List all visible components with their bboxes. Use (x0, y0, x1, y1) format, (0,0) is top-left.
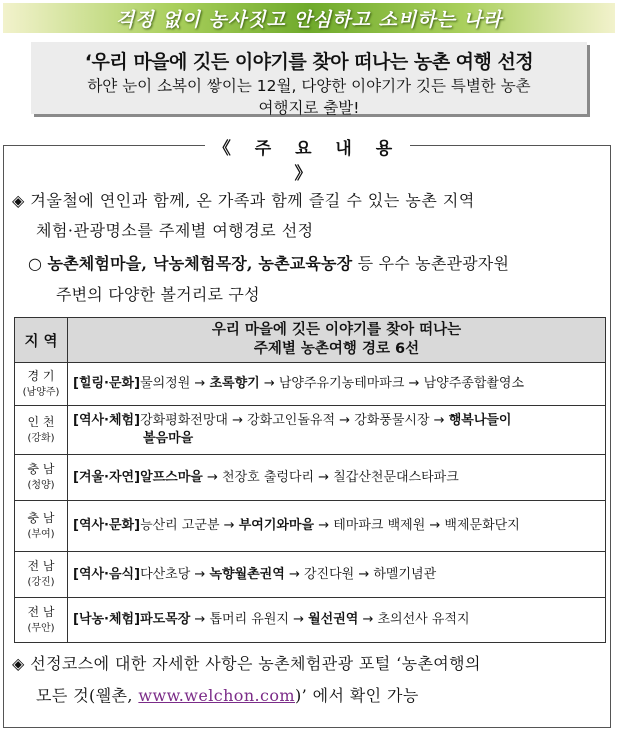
resource-line-2: 주변의 다양한 볼거리로 구성 (56, 285, 260, 304)
headline-title: ‘우리 마을에 깃든 이야기를 찾아 떠나는 농촌 여행 선정 (84, 51, 534, 73)
region-sub: (강화) (27, 432, 55, 444)
footer-line-2a: 모든 것(웰촌, (36, 686, 139, 705)
route-tag: [낙농·체험] (73, 612, 141, 627)
slogan-text: 걱정 없이 농사짓고 안심하고 소비하는 나라 (115, 8, 503, 31)
route-bold: 파도목장 (140, 612, 191, 627)
route-bold: 알프스마을 (140, 469, 203, 485)
region-sub: (청양) (27, 480, 55, 491)
region-name: 인 천 (27, 414, 55, 429)
route-bold: 녹향월촌권역 (209, 566, 285, 582)
region-sub: (강진) (27, 577, 55, 588)
route-bold: 행복나들이 (448, 413, 512, 428)
footer-line-1: 선정코스에 대한 자세한 사항은 농촌체험관광 포털 ‘농촌여행의 (30, 654, 481, 673)
region-cell (15, 552, 68, 598)
route-part: 능산리 고군분 → (140, 518, 239, 533)
diamond-bullet-icon: ◈ (12, 654, 25, 673)
slogan-banner (3, 3, 615, 33)
footer-paragraph (12, 648, 608, 712)
headline-subtitle-2: 여행지로 출발! (258, 99, 360, 117)
route-bold: 월선권역 (308, 612, 359, 627)
table-row (15, 406, 606, 455)
route-cell (68, 598, 606, 643)
route-part: 다산초당 → (140, 566, 210, 582)
region-name: 충 남 (27, 510, 55, 525)
route-bold: 볼음마을 (143, 431, 194, 446)
table-row (15, 552, 606, 598)
region-cell (15, 455, 68, 501)
route-part: → 테마파크 백제원 → 백제문화단지 (314, 518, 520, 533)
route-part: → 톱머리 유원지 → (190, 612, 309, 627)
route-tag: [겨울·자연] (73, 469, 141, 485)
route-part: 강화평화전망대 → 강화고인돌유적 → 강화풍물시장 → (140, 413, 449, 428)
route-part: → 남양주유기농테마파크 → 남양주종합촬영소 (259, 376, 525, 391)
route-tag: [역사·음식] (73, 566, 141, 582)
intro-line-2: 체험·관광명소를 주제별 여행경로 선정 (36, 221, 314, 240)
table-header-row (15, 318, 606, 363)
section-title: 《 주 요 내 용 》 (205, 134, 410, 158)
header-title-line-1: 우리 마을에 깃든 이야기를 찾아 떠나는 (211, 322, 462, 338)
table-row (15, 501, 606, 552)
region-cell (15, 406, 68, 455)
table-row (15, 455, 606, 501)
headline-box (31, 42, 587, 117)
region-cell (15, 501, 68, 552)
diamond-bullet-icon: ◈ (12, 191, 25, 210)
headline-subtitle-1: 하얀 눈이 소복이 쌓이는 12월, 다양한 이야기가 깃든 특별한 농촌 (87, 77, 531, 95)
resource-suffix: 등 우수 농촌관광자원 (352, 254, 510, 273)
route-cell (68, 501, 606, 552)
route-bold: 부여기와마을 (238, 518, 315, 533)
route-tag: [역사·체험] (73, 413, 141, 428)
route-cell (68, 455, 606, 501)
route-cell (68, 406, 606, 455)
circle-bullet-icon: ○ (28, 254, 43, 273)
route-bold: 초록향기 (209, 376, 260, 391)
header-region: 지 역 (15, 318, 68, 363)
intro-paragraph (12, 186, 608, 246)
route-cell (68, 363, 606, 406)
highlight-resources: 농촌체험마을, 낙농체험목장, 농촌교육농장 (47, 254, 353, 273)
region-cell (15, 363, 68, 406)
region-sub: (부여) (27, 528, 55, 540)
route-table (14, 317, 606, 643)
route-part: → 강진다원 → 하멜기념관 (284, 566, 437, 582)
welchon-link[interactable]: www.welchon.com (138, 686, 295, 705)
region-sub: (무안) (27, 622, 55, 634)
table-row (15, 598, 606, 643)
intro-line-1: 겨울철에 연인과 함께, 온 가족과 함께 즐길 수 있는 농촌 지역 (30, 191, 475, 210)
footer-line-2b: )’ 에서 확인 가능 (295, 686, 419, 705)
region-name: 전 남 (27, 559, 55, 573)
route-tag: [역사·문화] (73, 518, 141, 533)
region-name: 경 기 (27, 368, 55, 383)
region-name: 전 남 (27, 604, 55, 619)
route-part: → 천장호 출렁다리 → 칠갑산천문대스타파크 (202, 469, 459, 485)
route-part: → 초의선사 유적지 (358, 612, 470, 627)
region-cell (15, 598, 68, 643)
resource-paragraph (28, 248, 608, 310)
table-row (15, 363, 606, 406)
route-part: 물의정원 → (140, 376, 210, 391)
header-title (68, 318, 606, 363)
region-name: 충 남 (27, 462, 55, 476)
route-cell (68, 552, 606, 598)
header-title-line-2: 주제별 농촌여행 경로 6선 (253, 341, 420, 357)
route-tag: [힐링·문화] (73, 376, 141, 391)
region-sub: (남양주) (22, 386, 60, 398)
